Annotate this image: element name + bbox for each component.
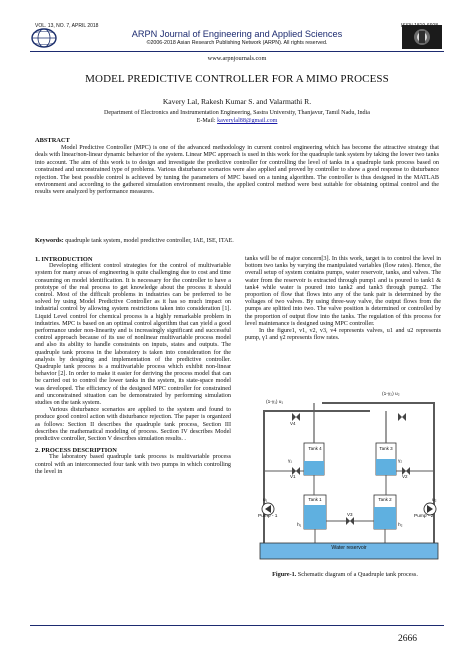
- valve-top-right: [398, 413, 406, 421]
- volume-info: VOL. 13, NO. 7, APRIL 2018: [35, 23, 99, 29]
- label-h2: h₂: [398, 523, 403, 528]
- right-paragraph-2: In the figure1, v1, v2, v3, v4 represents valves, u1 and u2 represents pump, γ1 and γ2 represents flow rates.: [245, 328, 441, 342]
- valve-v4: [292, 413, 300, 421]
- label-water-reservoir: Water reservoir: [331, 545, 367, 551]
- journal-title: ARPN Journal of Engineering and Applied Sciences: [131, 29, 343, 39]
- label-v4: V4: [290, 421, 296, 426]
- label-left-gamma: (1-γ₁) u₁: [266, 400, 284, 405]
- label-pump-1: Pump - 1: [258, 514, 278, 519]
- intro-paragraph-1: Developing efficient control strategies for the control of multivariable system for many areas of engineering is quite challenging due to cost and time consuming on model identification. It is necessary for the controller to have a prototype of the real process to get knowledge about the process it should control. Most of the difficult problems in industries can be preferred to be solved by using Model Predictive Controller as it has so much impact on industrial control by allowing system restrictions taken into consideration [1]. Liquid Level control for chemical process is a highly remarkable problem in industries. MPC is based on an optimal control algorithm that can yield a good performance under non-linearity and is increasingly significant and successful control approach because of its use of nonlinear multivariable process model and also its ability to handle constraints on inputs, states and outputs. The quadruple tank process in the laboratory is taken into consideration for the analysis by designing and implementation of the predictive controller. Quadruple tank process is a multivariable process which exhibit non-linear behavior [2]. In order to make it easier for deriving the process model that can be carried out to control the lower tanks in the system, its state-space model was developed. The efficiency of the designed MPC controller for constrained and unconstrained situation can be demonstrated by performing simulation studies on the tank system.: [35, 263, 231, 407]
- label-v2: V2: [402, 474, 408, 479]
- paper-title: MODEL PREDICTIVE CONTROLLER FOR A MIMO PROCESS: [85, 73, 389, 85]
- affiliation: Department of Electronics and Instrumentation Engineering, Sastra University, Thanjavur, Tamil Nadu, India: [104, 110, 370, 116]
- label-gamma-1: γ₁: [288, 459, 293, 464]
- journal-logo: [402, 25, 442, 49]
- intro-paragraph-2: Various disturbance scenarios are applied to the system and found to produce good control action with disturbance rejection. The paper is organized as follows: Section II describes the quadruple tank process, Section III describes the mathematical modeling of process. Section IV describes Model predictive controller, Section V describes simulation results. .: [35, 407, 231, 443]
- label-right-gamma: (1-γ₂) u₂: [382, 392, 400, 397]
- left-column: [35, 256, 231, 476]
- label-v1: V1: [290, 474, 296, 479]
- tank-4-water: [304, 461, 324, 475]
- right-column: [245, 256, 441, 342]
- valve-v3: [346, 517, 354, 525]
- page-number: 2666: [398, 634, 417, 644]
- email-line: [0, 118, 474, 124]
- keywords-line: [35, 238, 234, 244]
- label-tank-4: Tank 4: [308, 446, 322, 451]
- label-gamma-2: γ₂: [398, 459, 403, 464]
- tank-3-water: [376, 459, 396, 475]
- keywords-label: Keywords:: [35, 238, 64, 244]
- figure-caption-text: Schematic diagram of a Quadruple tank process.: [297, 571, 418, 578]
- label-u1: u₁: [263, 498, 268, 503]
- header-rule: [30, 51, 444, 52]
- authors: Kavery Lal, Rakesh Kumar S. and Valarmathi R.: [162, 97, 312, 106]
- copyright-line: ©2006-2018 Asian Research Publishing Network (ARPN). All rights reserved.: [146, 40, 328, 46]
- figure-1-caption: [247, 571, 443, 578]
- email-label: E-Mail:: [196, 118, 216, 124]
- website: www.arpnjournals.com: [207, 55, 267, 62]
- keywords-text: quadruple tank system, model predictive controller, IAE, ISE, ITAE.: [65, 238, 234, 244]
- label-tank-3: Tank 3: [379, 446, 393, 451]
- label-tank-1: Tank 1: [308, 497, 322, 502]
- right-paragraph-1: tanks will be of major concern[3]. In this work, target is to control the level in bottom two tanks by varying the manipulated variables (flow rates). Hence, the overall setup of system contains pumps, water reservoir, tanks, and valves. The water from the reservoir is extracted through pump1 and is poured to tank1 & tank4 while water is poured into tank2 and tank3 through pump2. The proportion of flow that flows into any of the tank pair is determined by the voltages of two valves. By using three-way valve, the output flows from the pumps are splitted into two. The valve position is determined or controlled by the proportion of output flow into the tanks. The regulation of this process for level maintenance is designed using MPC controller.: [245, 256, 441, 327]
- label-tank-2: Tank 2: [378, 497, 392, 502]
- label-pump-2: Pump - 2: [414, 514, 434, 519]
- abstract-text: Model Predictive Controller (MPC) is one of the advanced methodology in current control engineering which has become the attractive strategy that deals with linear/non-linear dynamic behavior of the system. Linear MPC approach is used in this work for the quadruple tank system by taking the lower two tanks into account. The aim of this work is to design and investigate the predictive controller for controlling the level of tanks in a quadruple tank process based on constrained and unconstrained type of problems. Various disturbance scenarios were also applied and proved by controller to show a good response to disturbance rejection. The best possible control is achieved by tuning the parameters of MPC based on a tuning algorithm. The controller is thus designed in the MATLAB environment and according to the gathered simulation environment results, the applied control method were best suitable for obtaining optimal control and the results were analyzed by performance measures.: [35, 145, 439, 196]
- tank-2-water: [374, 507, 396, 529]
- email-link[interactable]: kaverylal88@gmail.com: [217, 118, 278, 124]
- label-u2: u₂: [432, 498, 437, 503]
- process-paragraph-1: The laboratory based quadruple tank process is multivariable process control with an interconnected four tank with two pumps in which controlling the level in: [35, 454, 231, 475]
- label-v3: V3: [347, 512, 353, 517]
- intro-heading: 1. INTRODUCTION: [35, 256, 93, 263]
- footer-rule: [30, 625, 444, 626]
- abstract-heading: ABSTRACT: [35, 137, 70, 144]
- label-h1: h₁: [297, 523, 302, 528]
- figure-caption-label: Figure-1.: [272, 571, 297, 578]
- figure-1-schematic: [258, 393, 440, 561]
- tank-1-water: [304, 505, 326, 529]
- process-heading: 2. PROCESS DESCRIPTION: [35, 447, 117, 455]
